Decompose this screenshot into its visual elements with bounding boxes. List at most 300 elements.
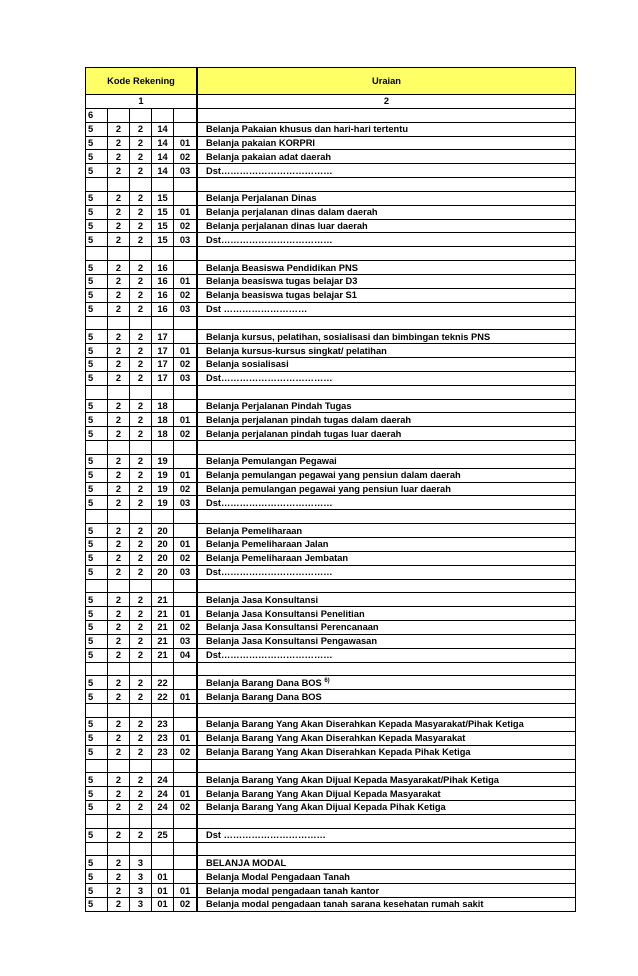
- kode-cell-5: [174, 856, 197, 870]
- kode-cell-3: 2: [130, 358, 152, 372]
- kode-cell-1: 5: [86, 621, 108, 635]
- kode-cell-2: [108, 441, 130, 455]
- kode-cell-5: 01: [174, 413, 197, 427]
- kode-cell-3: 2: [130, 524, 152, 538]
- uraian-cell: [198, 413, 576, 427]
- kode-cell-3: 2: [130, 427, 152, 441]
- kode-cell-4: [152, 842, 174, 856]
- uraian-cell: [198, 759, 576, 773]
- kode-cell-5: [174, 870, 197, 884]
- kode-cell-3: 2: [130, 399, 152, 413]
- table-row: [86, 593, 576, 607]
- kode-cell-5: 02: [174, 551, 197, 565]
- kode-cell-4: 17: [152, 358, 174, 372]
- kode-cell-5: [174, 441, 197, 455]
- column-number-1: 1: [86, 95, 197, 109]
- kode-cell-4: 20: [152, 565, 174, 579]
- kode-cell-3: 2: [130, 233, 152, 247]
- uraian-text: Belanja Perjalanan Dinas: [206, 193, 317, 204]
- kode-cell-1: 5: [86, 731, 108, 745]
- uraian-text: Dst ………………………: [206, 304, 308, 315]
- uraian-text: Belanja pemulangan pegawai yang pensiun luar daerah: [206, 484, 451, 495]
- kode-cell-4: [152, 178, 174, 192]
- uraian-cell: [198, 302, 576, 316]
- kode-cell-5: [174, 759, 197, 773]
- kode-cell-4: 21: [152, 607, 174, 621]
- table-row: [86, 233, 576, 247]
- table-row: [86, 330, 576, 344]
- kode-cell-1: 5: [86, 551, 108, 565]
- kode-cell-1: 5: [86, 427, 108, 441]
- kode-cell-3: 2: [130, 828, 152, 842]
- kode-cell-4: 21: [152, 634, 174, 648]
- kode-cell-4: 20: [152, 551, 174, 565]
- kode-cell-2: 2: [108, 399, 130, 413]
- kode-cell-3: 2: [130, 745, 152, 759]
- kode-cell-5: 02: [174, 621, 197, 635]
- kode-cell-1: 5: [86, 302, 108, 316]
- kode-cell-1: 5: [86, 607, 108, 621]
- kode-cell-2: 2: [108, 690, 130, 704]
- table-row: [86, 828, 576, 842]
- kode-cell-5: 02: [174, 427, 197, 441]
- kode-cell-2: 2: [108, 233, 130, 247]
- kode-cell-1: 5: [86, 413, 108, 427]
- uraian-text: Belanja Jasa Konsultansi Perencanaan: [206, 622, 379, 633]
- uraian-cell: [198, 358, 576, 372]
- kode-cell-4: [152, 704, 174, 718]
- kode-cell-1: 5: [86, 330, 108, 344]
- kode-cell-5: 01: [174, 136, 197, 150]
- table-row: [86, 482, 576, 496]
- kode-cell-1: [86, 704, 108, 718]
- table-row: [86, 717, 576, 731]
- table-row: [86, 551, 576, 565]
- kode-cell-2: [108, 814, 130, 828]
- table-row: [86, 731, 576, 745]
- kode-cell-2: 2: [108, 371, 130, 385]
- uraian-text: Belanja pakaian adat daerah: [206, 151, 332, 162]
- kode-cell-1: 5: [86, 150, 108, 164]
- kode-cell-4: 19: [152, 482, 174, 496]
- kode-cell-3: 3: [130, 856, 152, 870]
- uraian-text: Belanja Jasa Konsultansi: [206, 594, 319, 605]
- kode-cell-1: 5: [86, 191, 108, 205]
- kode-cell-1: 5: [86, 565, 108, 579]
- kode-cell-4: 01: [152, 884, 174, 898]
- table-row: [86, 565, 576, 579]
- kode-cell-5: 02: [174, 801, 197, 815]
- kode-cell-1: 5: [86, 136, 108, 150]
- kode-cell-1: 5: [86, 676, 108, 690]
- uraian-cell: [198, 219, 576, 233]
- uraian-text: Belanja Jasa Konsultansi Pengawasan: [206, 636, 378, 647]
- kode-cell-3: 2: [130, 136, 152, 150]
- kode-cell-4: [152, 510, 174, 524]
- kode-cell-3: [130, 842, 152, 856]
- table-row: [86, 150, 576, 164]
- table-row: [86, 676, 576, 690]
- kode-cell-2: [108, 316, 130, 330]
- table-row: [86, 274, 576, 288]
- table-row: [86, 648, 576, 662]
- kode-cell-4: [152, 316, 174, 330]
- kode-cell-1: 5: [86, 787, 108, 801]
- kode-cell-4: 15: [152, 205, 174, 219]
- kode-cell-1: 5: [86, 593, 108, 607]
- kode-cell-5: [174, 385, 197, 399]
- uraian-cell: [198, 801, 576, 815]
- kode-cell-4: 16: [152, 274, 174, 288]
- kode-cell-3: 2: [130, 468, 152, 482]
- kode-cell-1: 5: [86, 274, 108, 288]
- kode-cell-2: 2: [108, 288, 130, 302]
- uraian-cell: [198, 870, 576, 884]
- kode-cell-3: [130, 247, 152, 261]
- uraian-text: Dst………………………………: [206, 373, 333, 384]
- kode-cell-2: 2: [108, 454, 130, 468]
- kode-cell-5: 03: [174, 164, 197, 178]
- kode-cell-3: 2: [130, 288, 152, 302]
- kode-cell-3: 2: [130, 344, 152, 358]
- kode-cell-1: [86, 759, 108, 773]
- kode-cell-2: 2: [108, 773, 130, 787]
- kode-cell-4: 25: [152, 828, 174, 842]
- kode-cell-4: 17: [152, 371, 174, 385]
- kode-cell-3: [130, 579, 152, 593]
- uraian-cell: [198, 164, 576, 178]
- kode-cell-2: [108, 759, 130, 773]
- kode-cell-2: 2: [108, 634, 130, 648]
- uraian-text: Belanja kursus, pelatihan, sosialisasi dan bimbingan teknis PNS: [206, 331, 491, 342]
- kode-cell-5: 02: [174, 219, 197, 233]
- uraian-cell: [198, 385, 576, 399]
- table-row: [86, 399, 576, 413]
- kode-cell-1: 5: [86, 634, 108, 648]
- kode-cell-2: 2: [108, 496, 130, 510]
- kode-cell-5: [174, 717, 197, 731]
- kode-cell-2: [108, 662, 130, 676]
- kode-cell-3: 2: [130, 607, 152, 621]
- kode-cell-3: 2: [130, 454, 152, 468]
- kode-cell-4: 24: [152, 787, 174, 801]
- kode-cell-5: 01: [174, 205, 197, 219]
- column-number-row: [86, 95, 576, 109]
- table-row: [86, 385, 576, 399]
- kode-cell-4: [152, 814, 174, 828]
- kode-cell-1: 5: [86, 496, 108, 510]
- kode-cell-4: 22: [152, 676, 174, 690]
- kode-cell-3: 2: [130, 413, 152, 427]
- kode-cell-3: 2: [130, 482, 152, 496]
- kode-cell-2: [108, 247, 130, 261]
- table-row: [86, 607, 576, 621]
- uraian-text: Belanja Modal Pengadaan Tanah: [206, 871, 350, 882]
- kode-cell-5: [174, 108, 197, 122]
- uraian-text: Belanja beasiswa tugas belajar S1: [206, 290, 357, 301]
- kode-cell-2: 2: [108, 164, 130, 178]
- uraian-text: Belanja Barang Dana BOS: [206, 691, 322, 702]
- kode-cell-2: 2: [108, 717, 130, 731]
- kode-cell-5: [174, 524, 197, 538]
- kode-cell-1: 5: [86, 468, 108, 482]
- uraian-text: Belanja Barang Yang Akan Diserahkan Kepada Pihak Ketiga: [206, 747, 471, 758]
- table-row: [86, 579, 576, 593]
- uraian-text: Belanja perjalanan pindah tugas luar daerah: [206, 428, 402, 439]
- kode-cell-1: 5: [86, 454, 108, 468]
- kode-cell-5: 02: [174, 482, 197, 496]
- uraian-cell: [198, 108, 576, 122]
- kode-cell-2: [108, 510, 130, 524]
- kode-cell-5: [174, 191, 197, 205]
- kode-cell-2: 2: [108, 482, 130, 496]
- table-row: [86, 302, 576, 316]
- header-row: [86, 68, 576, 95]
- kode-cell-5: 02: [174, 897, 197, 911]
- kode-cell-4: 18: [152, 413, 174, 427]
- kode-cell-3: 2: [130, 551, 152, 565]
- kode-cell-3: 2: [130, 634, 152, 648]
- uraian-text: Dst………………………………: [206, 650, 333, 661]
- kode-cell-3: [130, 759, 152, 773]
- kode-cell-1: 5: [86, 717, 108, 731]
- kode-cell-5: [174, 122, 197, 136]
- kode-cell-4: 23: [152, 745, 174, 759]
- table-row: [86, 219, 576, 233]
- uraian-cell: [198, 607, 576, 621]
- uraian-cell: [198, 579, 576, 593]
- uraian-cell: [198, 510, 576, 524]
- kode-cell-1: 5: [86, 205, 108, 219]
- kode-cell-1: 5: [86, 288, 108, 302]
- kode-cell-5: [174, 814, 197, 828]
- uraian-text: Belanja Pemeliharaan: [206, 525, 303, 536]
- uraian-cell: [198, 842, 576, 856]
- kode-cell-4: [152, 385, 174, 399]
- kode-cell-2: 2: [108, 551, 130, 565]
- kode-cell-1: 5: [86, 233, 108, 247]
- kode-cell-2: 2: [108, 870, 130, 884]
- uraian-text: Belanja Barang Dana BOS: [206, 677, 322, 688]
- kode-cell-1: 5: [86, 538, 108, 552]
- kode-cell-2: [108, 704, 130, 718]
- table-row: [86, 247, 576, 261]
- footnote-marker: 6): [324, 677, 330, 684]
- uraian-cell: [198, 828, 576, 842]
- kode-cell-3: 2: [130, 676, 152, 690]
- uraian-cell: [198, 136, 576, 150]
- kode-cell-3: 2: [130, 648, 152, 662]
- table-row: [86, 759, 576, 773]
- kode-cell-3: 2: [130, 593, 152, 607]
- uraian-text: Belanja Pemeliharaan Jembatan: [206, 553, 349, 564]
- kode-cell-5: [174, 510, 197, 524]
- kode-cell-1: [86, 579, 108, 593]
- kode-cell-5: 03: [174, 565, 197, 579]
- table-row: [86, 468, 576, 482]
- kode-cell-3: 2: [130, 191, 152, 205]
- uraian-text: Belanja pemulangan pegawai yang pensiun dalam daerah: [206, 470, 461, 481]
- kode-cell-3: [130, 316, 152, 330]
- kode-cell-2: 2: [108, 274, 130, 288]
- kode-cell-1: [86, 441, 108, 455]
- kode-cell-4: 21: [152, 648, 174, 662]
- kode-cell-5: [174, 593, 197, 607]
- table-row: [86, 842, 576, 856]
- uraian-cell: [198, 717, 576, 731]
- uraian-cell: [198, 621, 576, 635]
- uraian-text: Belanja Pakaian khusus dan hari-hari tertentu: [206, 124, 409, 135]
- uraian-cell: [198, 814, 576, 828]
- kode-cell-1: [86, 178, 108, 192]
- kode-cell-5: [174, 842, 197, 856]
- kode-cell-5: 01: [174, 731, 197, 745]
- kode-cell-5: 03: [174, 302, 197, 316]
- uraian-cell: [198, 233, 576, 247]
- kode-cell-1: 5: [86, 773, 108, 787]
- kode-cell-2: [108, 385, 130, 399]
- uraian-cell: [198, 745, 576, 759]
- kode-cell-2: 2: [108, 302, 130, 316]
- kode-cell-5: 01: [174, 787, 197, 801]
- table-row: [86, 704, 576, 718]
- kode-cell-2: 2: [108, 884, 130, 898]
- kode-cell-3: [130, 814, 152, 828]
- uraian-cell: [198, 884, 576, 898]
- kode-cell-5: 02: [174, 745, 197, 759]
- uraian-cell: [198, 787, 576, 801]
- kode-cell-4: 15: [152, 191, 174, 205]
- table-row: [86, 814, 576, 828]
- kode-cell-2: 2: [108, 538, 130, 552]
- table-row: [86, 773, 576, 787]
- kode-cell-3: 2: [130, 565, 152, 579]
- kode-cell-1: 5: [86, 122, 108, 136]
- table-row: [86, 441, 576, 455]
- uraian-cell: [198, 731, 576, 745]
- kode-cell-2: 2: [108, 801, 130, 815]
- kode-cell-4: 15: [152, 219, 174, 233]
- uraian-text: Belanja Beasiswa Pendidikan PNS: [206, 262, 358, 273]
- kode-cell-4: 19: [152, 496, 174, 510]
- table-row: [86, 108, 576, 122]
- table-row: [86, 856, 576, 870]
- kode-cell-1: [86, 510, 108, 524]
- kode-cell-2: [108, 108, 130, 122]
- kode-cell-2: 2: [108, 150, 130, 164]
- kode-cell-2: 2: [108, 565, 130, 579]
- kode-cell-3: 2: [130, 371, 152, 385]
- document-page: [85, 67, 576, 912]
- kode-cell-2: 2: [108, 897, 130, 911]
- kode-cell-5: [174, 704, 197, 718]
- uraian-cell: [198, 593, 576, 607]
- kode-cell-3: [130, 510, 152, 524]
- kode-cell-3: 2: [130, 773, 152, 787]
- kode-cell-2: 2: [108, 731, 130, 745]
- kode-cell-1: [86, 842, 108, 856]
- table-row: [86, 454, 576, 468]
- uraian-cell: [198, 773, 576, 787]
- kode-cell-1: 5: [86, 371, 108, 385]
- kode-cell-3: 2: [130, 330, 152, 344]
- uraian-text: Belanja Pemulangan Pegawai: [206, 456, 337, 467]
- uraian-text: Dst………………………………: [206, 165, 333, 176]
- kode-cell-2: 2: [108, 676, 130, 690]
- uraian-cell: [198, 274, 576, 288]
- table-row: [86, 787, 576, 801]
- kode-cell-5: [174, 828, 197, 842]
- kode-cell-1: 5: [86, 828, 108, 842]
- kode-cell-3: 2: [130, 302, 152, 316]
- kode-cell-3: 3: [130, 870, 152, 884]
- table-row: [86, 897, 576, 911]
- kode-cell-1: [86, 385, 108, 399]
- kode-cell-1: 5: [86, 524, 108, 538]
- kode-cell-5: 01: [174, 344, 197, 358]
- kode-cell-2: 2: [108, 856, 130, 870]
- kode-cell-3: 2: [130, 261, 152, 275]
- uraian-text: Belanja sosialisasi: [206, 359, 289, 370]
- uraian-cell: [198, 634, 576, 648]
- kode-cell-3: [130, 108, 152, 122]
- kode-cell-5: [174, 261, 197, 275]
- table-row: [86, 344, 576, 358]
- uraian-cell: [198, 205, 576, 219]
- table-row: [86, 634, 576, 648]
- kode-cell-3: 2: [130, 274, 152, 288]
- uraian-cell: [198, 662, 576, 676]
- uraian-text: Dst………………………………: [206, 497, 333, 508]
- uraian-cell: [198, 648, 576, 662]
- kode-cell-4: [152, 247, 174, 261]
- kode-cell-4: 15: [152, 233, 174, 247]
- kode-cell-2: [108, 579, 130, 593]
- kode-cell-5: [174, 178, 197, 192]
- uraian-cell: [198, 191, 576, 205]
- uraian-cell: [198, 690, 576, 704]
- kode-cell-5: 01: [174, 274, 197, 288]
- kode-cell-4: 01: [152, 897, 174, 911]
- kode-cell-1: 5: [86, 801, 108, 815]
- kode-cell-1: 5: [86, 261, 108, 275]
- uraian-cell: [198, 150, 576, 164]
- kode-cell-3: [130, 662, 152, 676]
- kode-cell-5: 02: [174, 288, 197, 302]
- kode-cell-2: 2: [108, 219, 130, 233]
- kode-cell-2: [108, 842, 130, 856]
- kode-cell-2: 2: [108, 593, 130, 607]
- kode-cell-1: [86, 316, 108, 330]
- uraian-cell: [198, 441, 576, 455]
- kode-cell-3: 2: [130, 731, 152, 745]
- kode-cell-2: 2: [108, 648, 130, 662]
- kode-cell-5: 01: [174, 468, 197, 482]
- kode-cell-5: 03: [174, 371, 197, 385]
- uraian-text: Belanja perjalanan dinas dalam daerah: [206, 207, 378, 218]
- column-number-2: 2: [198, 95, 576, 109]
- table-row: [86, 191, 576, 205]
- uraian-text: Belanja Barang Yang Akan Dijual Kepada Pihak Ketiga: [206, 802, 446, 813]
- table-row: [86, 427, 576, 441]
- kode-cell-5: 03: [174, 233, 197, 247]
- kode-cell-3: [130, 704, 152, 718]
- kode-cell-3: [130, 441, 152, 455]
- uraian-cell: [198, 316, 576, 330]
- kode-cell-2: 2: [108, 427, 130, 441]
- table-row: [86, 358, 576, 372]
- kode-cell-4: 24: [152, 773, 174, 787]
